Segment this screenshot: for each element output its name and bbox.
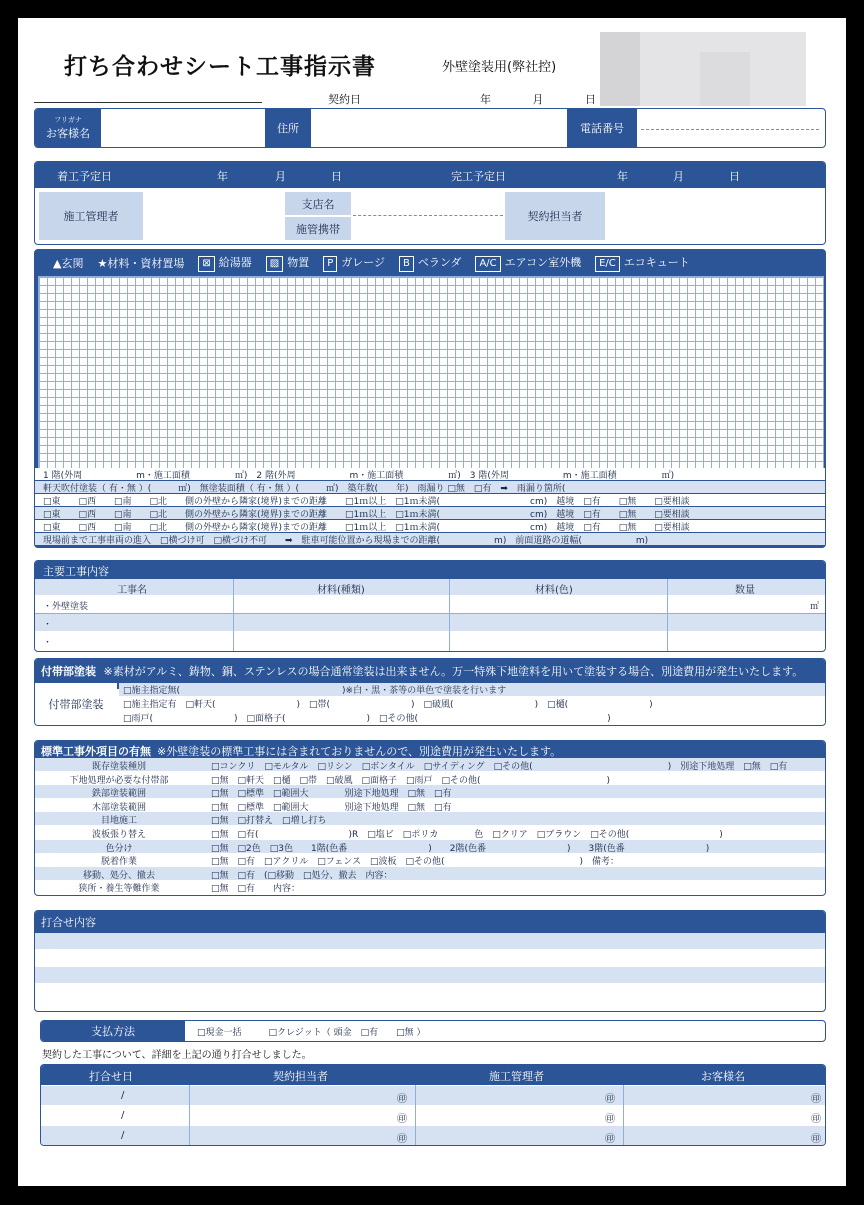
extra-header: 標準工事外項目の有無 ※外壁塗装の標準工事には含まれておりませんので、別途費用が発生いたします。 [35,741,825,761]
branch-label: 支店名 [285,192,351,215]
extra-row-value[interactable]: □無 □標準 □範囲大 別途下地処理 □無 □有 [211,789,452,799]
extra-row-label: 既存塗装種別 [91,762,146,771]
extra-row-value[interactable]: □無 □有 内容： [211,884,301,894]
address-label: 住所 [265,109,311,147]
extra-row-value[interactable]: □無 □2色 □3色 1階(色番 ) 2階(色番 ) 3階(色番 ) [211,843,710,853]
customer-name-field[interactable] [101,113,263,143]
seal-mark: ㊞ [397,1114,407,1125]
extra-row-value[interactable]: □無 □有( )R □塩ビ □ポリカ 色 □クリア □ブラウン □その他( ) [211,830,723,839]
extra-row-value[interactable]: □無 □軒天 □樋 □帯 □破風 □面格子 □雨戸 □その他( ) [211,775,611,785]
extra-row-value[interactable]: □コンクリ □モルタル □リシン □ボンタイル □サイディング □その他( ) 別途下地処理 □無 □有 [211,762,788,771]
branch-field[interactable] [353,214,503,216]
payment-options[interactable]: □現金一括 □クレジット（ 頭金 □有 □無 ） [197,1028,426,1038]
seal-mark: ㊞ [811,1134,821,1145]
attached-row-2[interactable]: □施主指定有 □軒天( ) □帯( ) □破風( ) □樋( ) [119,697,825,710]
main-work-header-row: 工事名 材料(種類) 材料(色) 数量 [35,579,825,595]
legend-storage: ▨ 物置 [266,254,309,272]
site-row-vehicle: 現場前まで工事車両の進入 □横づけ可 □横づけ不可 ➡ 駐車可能位置から現場までの距離( m) 前面道路の道幅( m) [35,533,825,545]
main-work-row-1[interactable]: ・外壁塗装 ㎡ [35,596,825,614]
seal-mark: ㊞ [605,1134,615,1145]
seal-mark: ㊞ [397,1134,407,1145]
meeting-line-4[interactable] [35,984,825,1000]
phone-label: 電話番号 [567,109,637,147]
extra-row-label: 狭所・養生等難作業 [78,884,160,894]
extra-row-label: 目地施工 [100,816,137,826]
meeting-line-2[interactable] [35,950,825,966]
extra-row[interactable] [35,772,825,785]
seal-mark: ㊞ [605,1114,615,1125]
extra-row[interactable] [35,853,825,866]
site-row-distance-1: □東 □西 □南 □北 側の外壁から隣家(境界)までの距離 □1ｍ以上 □1ｍ未満( cm) 越境 □有 □無 □要相談 [35,494,825,506]
contract-person-field[interactable] [607,192,821,240]
attached-row-1[interactable]: □施主指定無( )※白・黒・茶等の単色で塗装を行います [119,683,825,696]
legend-material: ★材料・資材置場 [97,257,185,270]
signature-header: 打合せ日 契約担当者 施工管理者 お客様名 [41,1065,825,1085]
document-subtitle: 外壁塗装用(弊社控) [442,60,557,75]
date-slash: / [121,1130,125,1141]
extra-row[interactable] [35,785,825,798]
site-row-distance-2: □東 □西 □南 □北 側の外壁から隣家(境界)までの距離 □1ｍ以上 □1ｍ未満( cm) 越境 □有 □無 □要相談 [35,507,825,519]
extra-row-label: 鉄部塗装範囲 [91,789,146,799]
mobile-label: 施管携帯 [285,217,351,240]
meeting-line-3[interactable] [35,967,825,983]
main-work-box [34,560,826,652]
extra-row[interactable] [35,880,825,893]
seal-mark: ㊞ [811,1114,821,1125]
extra-row[interactable] [35,867,825,880]
extra-row-label: 色分け [105,843,133,853]
extra-row-value[interactable]: □無 □打替え □増し打ち [211,816,327,826]
extra-row-label: 木部塗装範囲 [91,802,146,812]
phone-field[interactable] [641,127,819,130]
customer-name-label: フリガナ お客様名 [35,109,101,147]
extra-row-value[interactable]: □無 □標準 □範囲大 別途下地処理 □無 □有 [211,802,452,812]
extra-row-value[interactable]: □無 □有 (□移動 □処分、撤去 内容： [211,870,393,880]
legend-ecocute: E/C エコキュート [595,254,690,272]
extra-row[interactable] [35,840,825,853]
site-row-area: 1 階(外周 m・施工面積 ㎡) 2 階(外周 m・施工面積 ㎡) 3 階(外周 m・施工面積 ㎡) [35,468,825,480]
site-drawing-box [34,249,826,548]
meeting-line-1[interactable] [35,933,825,949]
signature-box [40,1064,826,1146]
seal-mark: ㊞ [605,1094,615,1105]
extra-row[interactable] [35,826,825,839]
customer-box [34,108,826,148]
signature-row[interactable] [41,1086,825,1105]
site-row-roof: 軒天吹付塗装（ 有・無 ）( ㎡) 無塗装面積（ 有・無 ）( ㎡) 築年数( 年) 雨漏り □無 □有 ➡ 雨漏り箇所( [35,481,825,493]
manager-field[interactable] [145,192,283,240]
attached-paint-box [34,658,826,726]
form-page [18,18,846,1186]
extra-row[interactable] [35,812,825,825]
attached-row-3[interactable]: □雨戸( ) □面格子( ) □その他( ) [119,711,825,724]
redacted-block [600,32,806,106]
legend-entrance: ▲玄関 [53,257,84,270]
schedule-header: 着工予定日 年 月 日 完工予定日 年 月 日 [35,162,825,188]
extra-row-label: 移動、処分、撤去 [82,870,155,880]
address-field[interactable] [311,113,565,143]
date-slash: / [121,1110,125,1121]
meeting-title: 打合せ内容 [35,911,825,937]
top-underline [34,102,262,103]
legend-water-heater: ⊠ 給湯器 [198,254,251,272]
payment-box [40,1020,826,1042]
main-work-title: 主要工事内容 [35,561,825,581]
attached-label: 付帯部塗装 [35,683,117,725]
manager-label: 施工管理者 [39,192,143,240]
extra-row-label: 波板張り替え [91,830,146,839]
extra-row-label: 脱着作業 [100,857,137,867]
date-slash: / [121,1090,125,1101]
seal-mark: ㊞ [397,1094,407,1105]
legend-bar [35,250,825,276]
meeting-notes-box [34,910,826,1012]
main-work-row-3[interactable]: ・ [35,632,825,649]
drawing-grid[interactable] [38,276,824,470]
extra-row-label: 下地処理が必要な付帯部 [69,775,169,785]
contract-date: 契約日 年 月 日 [328,93,596,106]
legend-garage: P ガレージ [323,254,385,272]
payment-label: 支払方法 [41,1021,185,1041]
schedule-box [34,161,826,245]
contract-person-label: 契約担当者 [505,192,605,240]
legend-balcony: B ベランダ [399,254,461,272]
main-work-row-2[interactable]: ・ [35,614,825,631]
legend-aircon: A/C エアコン室外機 [475,254,581,272]
signature-row[interactable] [41,1126,825,1145]
extra-row[interactable] [35,799,825,812]
seal-mark: ㊞ [811,1094,821,1105]
extra-row-value[interactable]: □無 □有 □アクリル □フェンス □波板 □その他( ) 備考： [211,857,620,867]
attached-header: 付帯部塗装 ※素材がアルミ、鋳物、銅、ステンレスの場合通常塗装は出来ません。万一特殊下地塗料を用いて塗装する場合、別途費用が発生いたします。 [35,659,825,689]
extra-row[interactable] [35,758,825,771]
signature-row[interactable] [41,1106,825,1125]
document-title: 打ち合わせシート工事指示書 [64,54,376,80]
site-row-distance-3: □東 □西 □南 □北 側の外壁から隣家(境界)までの距離 □1ｍ以上 □1ｍ未満( cm) 越境 □有 □無 □要相談 [35,520,825,532]
extra-work-box [34,740,826,896]
confirm-text: 契約した工事について、詳細を上記の通り打合せしました。 [42,1050,312,1061]
